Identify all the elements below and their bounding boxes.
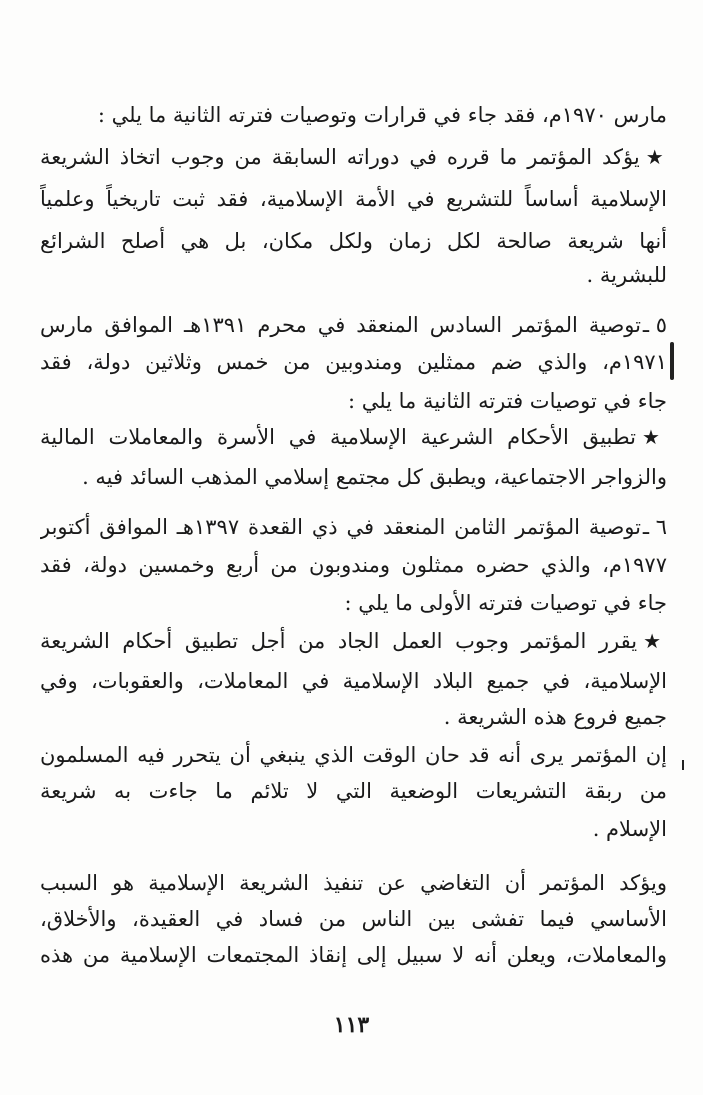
text-line: والزواجر الاجتماعية، ويطبق كل مجتمع إسلامي المذهب السائد فيه . xyxy=(82,465,667,489)
text-line: ١٩٧٧م، والذي حضره ممثلون ومندوبون من أربع وخمسين دولة، فقد xyxy=(40,553,667,577)
text-line: للبشرية . xyxy=(586,263,667,287)
text-line: جاء في توصيات فترته الثانية ما يلي : xyxy=(347,389,667,413)
scan-mark xyxy=(670,342,674,380)
text-line: توصية المؤتمر السادس المنعقد في محرم ١٣٩١هـ الموافق مارس xyxy=(40,313,641,337)
text-line: الإسلامية أساساً للتشريع في الأمة الإسلامية، فقد ثبت تاريخياً وعلمياً xyxy=(40,187,667,211)
item-number: ٥ ـ xyxy=(642,313,667,337)
text-line: ١٩٧١م، والذي ضم ممثلين ومندوبين من خمس وثلاثين دولة، فقد xyxy=(40,350,667,374)
text-line: توصية المؤتمر الثامن المنعقد في ذي القعدة ١٣٩٧هـ الموافق أكتوبر xyxy=(40,515,641,539)
scan-mark xyxy=(682,760,684,770)
text-line: من ربقة التشريعات الوضعية التي لا تلائم ما جاءت به شريعة xyxy=(40,779,667,803)
text-line: الأساسي فيما تفشى بين الناس من فساد في العقيدة، والأخلاق، xyxy=(40,907,667,931)
text-line: الإسلام . xyxy=(592,817,667,841)
text-line: الإسلامية، في جميع البلاد الإسلامية في المعاملات، والعقوبات، وفي xyxy=(40,669,667,693)
star-icon: ★ xyxy=(643,629,667,653)
text-line: ★يقرر المؤتمر وجوب العمل الجاد من أجل تطبيق أحكام الشريعة xyxy=(40,629,667,653)
text-line: والمعاملات، ويعلن أنه لا سبيل إلى إنقاذ المجتمعات الإسلامية من هذه xyxy=(40,943,667,967)
text-line: ويؤكد المؤتمر أن التغاضي عن تنفيذ الشريعة الإسلامية هو السبب xyxy=(40,871,667,895)
item-number: ٦ ـ xyxy=(642,515,667,539)
text-line: مارس ١٩٧٠م، فقد جاء في قرارات وتوصيات فترته الثانية ما يلي : xyxy=(97,103,667,127)
text-line: أنها شريعة صالحة لكل زمان ولكل مكان، بل هي أصلح الشرائع xyxy=(40,229,667,253)
text-line: إن المؤتمر يرى أنه قد حان الوقت الذي ينبغي أن يتحرر فيه المسلمون xyxy=(40,743,667,767)
text-line: جميع فروع هذه الشريعة . xyxy=(443,705,667,729)
star-icon: ★ xyxy=(641,425,667,449)
text-line: ★تطبيق الأحكام الشرعية الإسلامية في الأسرة والمعاملات المالية xyxy=(40,425,667,449)
star-icon: ★ xyxy=(645,145,667,169)
page-number: ١١٣ xyxy=(333,1012,370,1038)
text-line: جاء في توصيات فترته الأولى ما يلي : xyxy=(344,591,667,615)
text-line: ★يؤكد المؤتمر ما قرره في دوراته السابقة من وجوب اتخاذ الشريعة xyxy=(40,145,667,169)
